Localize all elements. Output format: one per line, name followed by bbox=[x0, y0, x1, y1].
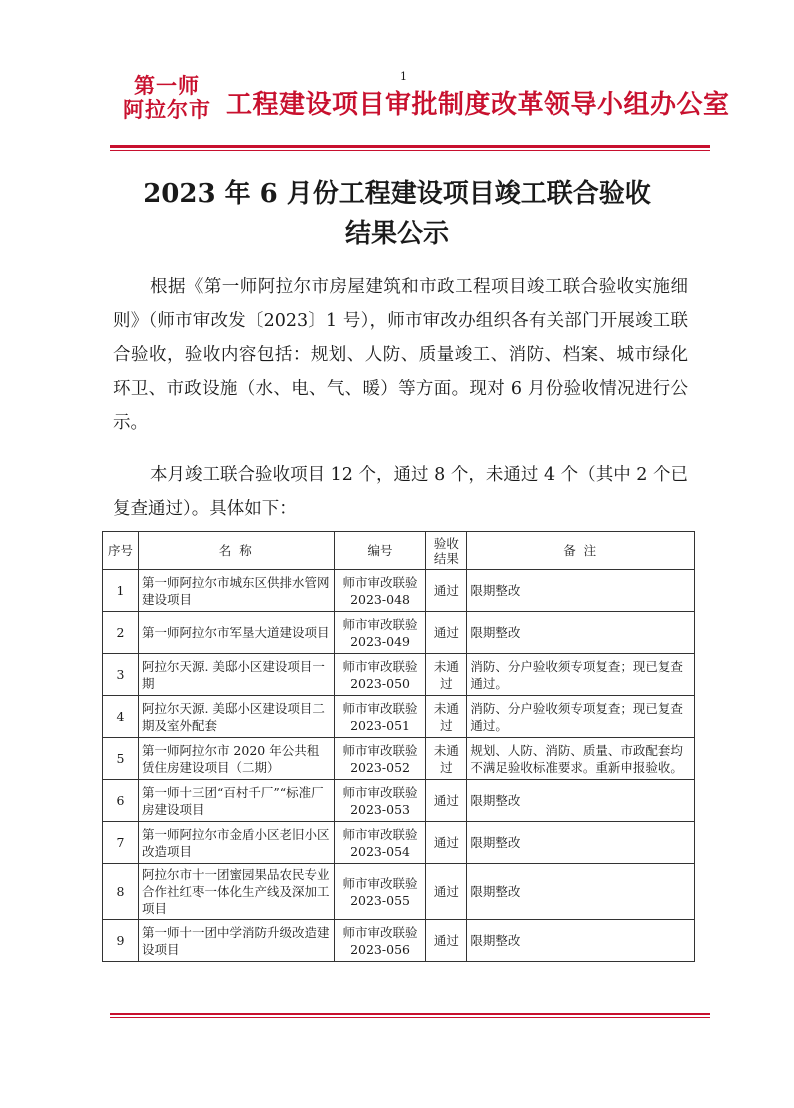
table-row bbox=[103, 654, 695, 696]
table-row bbox=[103, 570, 695, 612]
header-remark: 备 注 bbox=[467, 532, 695, 570]
header-red-rule bbox=[110, 145, 710, 148]
row-code-line2: 2023-051 bbox=[350, 717, 410, 733]
row-code bbox=[334, 570, 426, 612]
title-line2: 结果公示 bbox=[344, 219, 449, 249]
row-code-line2: 2023-053 bbox=[350, 801, 410, 817]
row-remark: 限期整改 bbox=[467, 570, 695, 612]
row-result: 通过 bbox=[426, 864, 467, 920]
row-remark: 限期整改 bbox=[467, 864, 695, 920]
row-result: 通过 bbox=[426, 822, 467, 864]
row-seq: 2 bbox=[103, 612, 139, 654]
row-seq: 9 bbox=[103, 920, 139, 962]
row-code bbox=[334, 612, 426, 654]
row-result: 通过 bbox=[426, 612, 467, 654]
row-code bbox=[334, 780, 426, 822]
page-number: 1 bbox=[400, 70, 407, 83]
row-name: 第一师阿拉尔市军垦大道建设项目 bbox=[138, 612, 334, 654]
row-seq: 5 bbox=[103, 738, 139, 780]
header-code: 编号 bbox=[334, 532, 426, 570]
row-name: 第一师阿拉尔市 2020 年公共租赁住房建设项目（二期） bbox=[138, 738, 334, 780]
row-code-line1: 师市审改联验 bbox=[342, 875, 418, 891]
row-code-line1: 师市审改联验 bbox=[342, 826, 418, 842]
row-name: 第一师十三团“百村千厂”“标准厂房建设项目 bbox=[138, 780, 334, 822]
row-name: 阿拉尔天源. 美邸小区建设项目一期 bbox=[138, 654, 334, 696]
header-name: 名 称 bbox=[138, 532, 334, 570]
row-code bbox=[334, 822, 426, 864]
row-code-line2: 2023-052 bbox=[350, 759, 410, 775]
row-result: 未通过 bbox=[426, 696, 467, 738]
document-title bbox=[0, 174, 794, 254]
row-name: 第一师阿拉尔市城东区供排水管网建设项目 bbox=[138, 570, 334, 612]
row-seq: 4 bbox=[103, 696, 139, 738]
row-remark: 限期整改 bbox=[467, 822, 695, 864]
row-code bbox=[334, 920, 426, 962]
table-row bbox=[103, 612, 695, 654]
row-seq: 3 bbox=[103, 654, 139, 696]
footer-red-rule-thin bbox=[110, 1017, 710, 1018]
table-row bbox=[103, 780, 695, 822]
row-name: 阿拉尔天源. 美邸小区建设项目二期及室外配套 bbox=[138, 696, 334, 738]
row-seq: 1 bbox=[103, 570, 139, 612]
table-row bbox=[103, 864, 695, 920]
row-result: 未通过 bbox=[426, 738, 467, 780]
row-result: 未通过 bbox=[426, 654, 467, 696]
body-paragraph-2: 本月竣工联合验收项目 12 个，通过 8 个，未通过 4 个（其中 2 个已复查通过）。具体如下： bbox=[113, 465, 688, 519]
row-code-line1: 师市审改联验 bbox=[342, 616, 418, 632]
row-remark: 消防、分户验收须专项复查；现已复查通过。 bbox=[467, 654, 695, 696]
table-header-row bbox=[103, 532, 695, 570]
footer-red-rule bbox=[110, 1013, 710, 1015]
table-row bbox=[103, 920, 695, 962]
row-seq: 7 bbox=[103, 822, 139, 864]
body-paragraph-1: 根据《第一师阿拉尔市房屋建筑和市政工程项目竣工联合验收实施细则》（师市审改发〔2023〕1 号），师市审改办组织各有关部门开展竣工联合验收，验收内容包括：规划、人防、质量竣工、消防、档案、城市绿化环卫、市政设施（水、电、气、暖）等方面。现对 6 月份验收情况进行公示。 bbox=[113, 277, 688, 433]
org-name-left bbox=[123, 74, 211, 122]
row-code-line1: 师市审改联验 bbox=[342, 784, 418, 800]
row-remark: 规划、人防、消防、质量、市政配套均不满足验收标准要求。重新申报验收。 bbox=[467, 738, 695, 780]
row-code-line2: 2023-048 bbox=[350, 591, 410, 607]
row-seq: 8 bbox=[103, 864, 139, 920]
title-line1: 2023 年 6 月份工程建设项目竣工联合验收 bbox=[143, 179, 651, 209]
row-remark: 消防、分户验收须专项复查；现已复查通过。 bbox=[467, 696, 695, 738]
table-row bbox=[103, 822, 695, 864]
row-code bbox=[334, 654, 426, 696]
header-result-line2: 结果 bbox=[433, 550, 459, 566]
row-remark: 限期整改 bbox=[467, 612, 695, 654]
row-code-line2: 2023-050 bbox=[350, 675, 410, 691]
results-table bbox=[102, 531, 695, 962]
row-code-line1: 师市审改联验 bbox=[342, 924, 418, 940]
row-remark: 限期整改 bbox=[467, 780, 695, 822]
org-left-line1: 第一师 bbox=[134, 73, 200, 98]
header-seq: 序号 bbox=[103, 532, 139, 570]
org-left-line2: 阿拉尔市 bbox=[123, 97, 211, 122]
row-code-line2: 2023-054 bbox=[350, 843, 410, 859]
header-result bbox=[426, 532, 467, 570]
row-code-line1: 师市审改联验 bbox=[342, 658, 418, 674]
row-name: 第一师十一团中学消防升级改造建设项目 bbox=[138, 920, 334, 962]
row-code bbox=[334, 696, 426, 738]
row-code-line2: 2023-049 bbox=[350, 633, 410, 649]
row-result: 通过 bbox=[426, 570, 467, 612]
table-row bbox=[103, 696, 695, 738]
row-result: 通过 bbox=[426, 780, 467, 822]
table-row bbox=[103, 738, 695, 780]
row-remark: 限期整改 bbox=[467, 920, 695, 962]
row-name: 阿拉尔市十一团蜜园果品农民专业合作社红枣一体化生产线及深加工项目 bbox=[138, 864, 334, 920]
row-code-line2: 2023-056 bbox=[350, 941, 410, 957]
row-code bbox=[334, 864, 426, 920]
row-code bbox=[334, 738, 426, 780]
row-seq: 6 bbox=[103, 780, 139, 822]
org-name-right: 工程建设项目审批制度改革领导小组办公室 bbox=[226, 90, 730, 120]
row-result: 通过 bbox=[426, 920, 467, 962]
row-code-line1: 师市审改联验 bbox=[342, 742, 418, 758]
row-code-line2: 2023-055 bbox=[350, 892, 410, 908]
row-code-line1: 师市审改联验 bbox=[342, 700, 418, 716]
row-code-line1: 师市审改联验 bbox=[342, 574, 418, 590]
header-result-line1: 验收 bbox=[433, 535, 459, 551]
row-name: 第一师阿拉尔市金盾小区老旧小区改造项目 bbox=[138, 822, 334, 864]
header-red-rule-thin bbox=[110, 150, 710, 151]
